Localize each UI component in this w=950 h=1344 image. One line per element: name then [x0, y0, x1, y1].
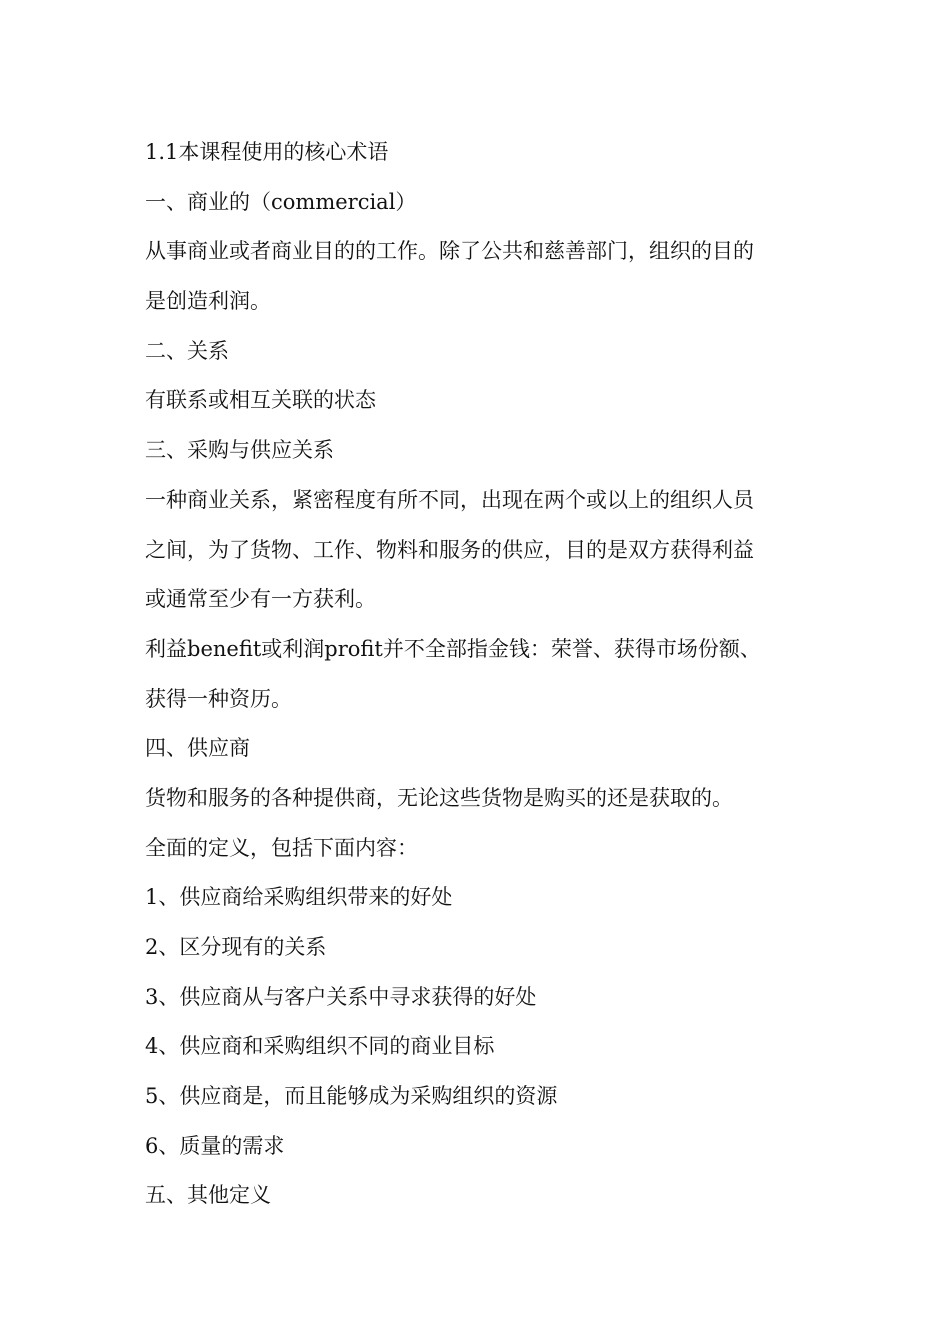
document-body: [145, 135, 835, 1228]
list-item: 4、供应商和采购组织不同的商业目标: [145, 1034, 495, 1059]
list-item: 3、供应商从与客户关系中寻求获得的好处: [145, 984, 537, 1009]
list-item: 2、区分现有的关系: [145, 935, 327, 959]
paragraph-line: 从事商业或者商业目的的工作。除了公共和慈善部门，组织的目的: [145, 239, 754, 264]
heading-supplier: 四、供应商: [145, 736, 250, 761]
heading-commercial: 一、商业的（commercial）: [145, 189, 417, 214]
paragraph-line: 利益benefit或利润profit并不全部指金钱：荣誉、获得市场份额、: [145, 636, 761, 661]
paragraph-line: 货物和服务的各种提供商，无论这些货物是购买的还是获取的。: [145, 785, 733, 810]
paragraph-line: 是创造利润。: [145, 289, 271, 314]
paragraph-line: 或通常至少有一方获利。: [145, 587, 376, 612]
heading-purchasing-supply: 三、采购与供应关系: [145, 438, 334, 463]
list-item: 5、供应商是，而且能够成为采购组织的资源: [145, 1084, 558, 1109]
paragraph-line: 之间，为了货物、工作、物料和服务的供应，目的是双方获得利益: [145, 537, 754, 562]
paragraph-line: 获得一种资历。: [145, 686, 292, 711]
paragraph-line: 有联系或相互关联的状态: [145, 388, 376, 413]
heading-relationship: 二、关系: [145, 338, 229, 363]
list-item: 6、质量的需求: [145, 1133, 285, 1158]
paragraph-line: 全面的定义，包括下面内容：: [145, 835, 418, 860]
list-item: 1、供应商给采购组织带来的好处: [145, 885, 453, 910]
section-title: 1.1本课程使用的核心术语: [145, 140, 389, 164]
heading-other-definitions: 五、其他定义: [145, 1183, 271, 1208]
paragraph-line: 一种商业关系，紧密程度有所不同，出现在两个或以上的组织人员: [145, 487, 754, 512]
